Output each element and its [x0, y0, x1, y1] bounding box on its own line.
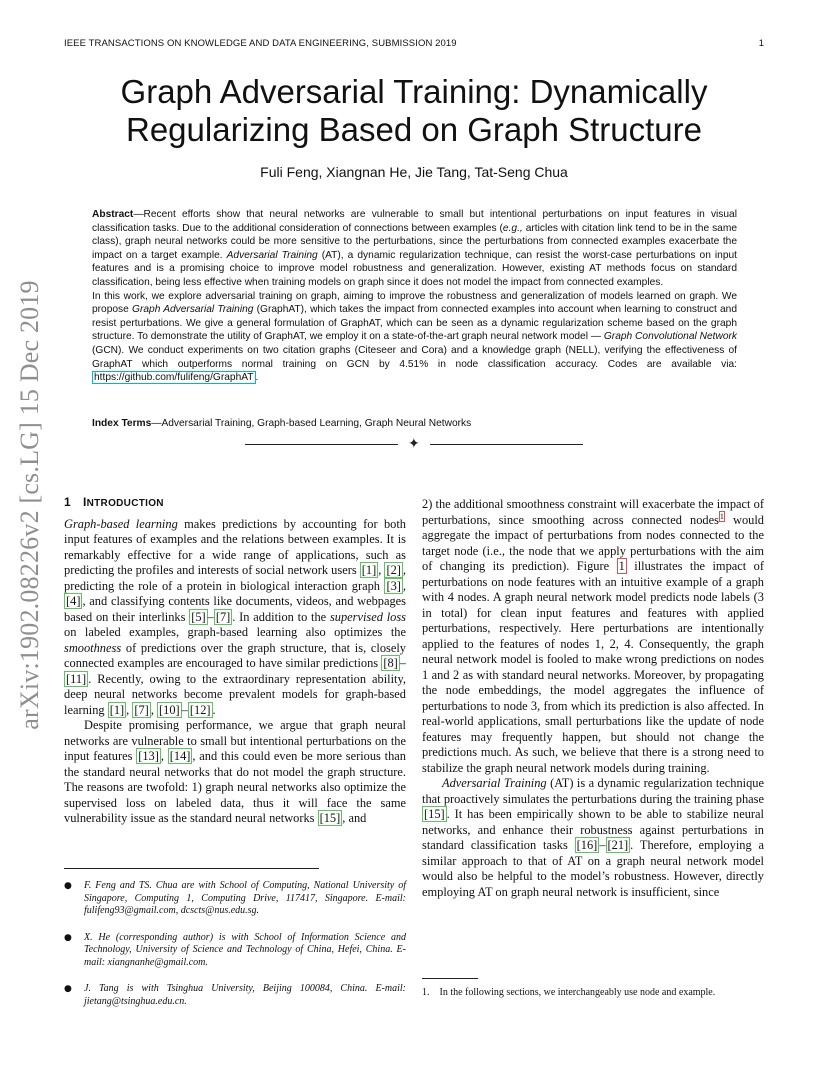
abstract-text: articles with citation link tend to be in the same class), graph neural networks could be more sensitive to the perturbations, since the perturbations from connected examples exacerbate the impact on a target example.	[92, 222, 737, 261]
body-text: , and classifying contents like documents, videos, and webpages based on their interlinks	[64, 594, 406, 624]
arxiv-stamp-container	[12, 255, 48, 755]
abstract-text: In this work, we explore adversarial training on graph, aiming to improve the robustness and generalization of models learned on graph. We propose	[92, 290, 737, 316]
code-link[interactable]: https://github.com/fulifeng/GraphAT	[94, 372, 254, 384]
emphasis-text: supervised loss	[329, 609, 406, 624]
intro-paragraph-4	[422, 776, 764, 900]
body-text: (AT) is a dynamic regularization technique that proactively simulates the perturbations during the training phase	[422, 776, 764, 806]
figure-ref-link[interactable]: 1	[618, 559, 625, 574]
left-column	[64, 495, 406, 827]
body-text: –	[181, 702, 188, 717]
abstract-term: Adversarial Training	[226, 249, 318, 261]
separator-line-left	[245, 444, 398, 445]
body-text: ,	[160, 749, 168, 763]
author-list: Fuli Feng, Xiangnan He, Jie Tang, Tat-Seng Chua	[260, 164, 568, 180]
body-text: , and this could even be more serious than the standard neural networks that do not model the graph structure. The reasons are twofold: 1) graph neural networks also optimize the supervised loss on labeled data, thus it will face the same vulnerability issue as the standard neural networks	[64, 749, 406, 825]
citation-link[interactable]: [11]	[66, 671, 87, 686]
body-text: ,	[126, 702, 133, 717]
paper-title	[64, 73, 764, 149]
abstract-term: Graph Convolutional Network	[603, 331, 737, 343]
section-number: 1	[64, 495, 71, 509]
bullet-icon: ●	[64, 984, 72, 994]
body-text: .	[212, 702, 216, 717]
footnote-text: J. Tang is with Tsinghua University, Beijing 100084, China. E-mail: jietang@tsinghua.edu.cn.	[84, 983, 406, 1007]
citation-link[interactable]: [15]	[319, 811, 341, 825]
body-text: –	[207, 609, 214, 624]
intro-paragraph-3	[422, 497, 764, 776]
body-text: makes predictions by accounting for both input features of examples and the relations between examples. It is remarkably effective for a wide range of applications, such as predicting the profiles and interests of social network users	[64, 516, 406, 577]
abstract-paragraph-1	[92, 208, 737, 290]
abstract	[92, 208, 737, 385]
abstract-text: .	[255, 372, 259, 384]
footnote-ref-link[interactable]: 1	[719, 511, 724, 521]
body-text: ,	[378, 563, 385, 577]
body-text: . Recently, owing to the extraordinary representation ability, deep neural networks become prevalent models for graph-based learning	[64, 671, 406, 717]
body-text: –	[599, 838, 606, 853]
citation-link[interactable]: [16]	[576, 838, 598, 853]
citation-link[interactable]: [2]	[386, 563, 401, 577]
citation-link[interactable]: [10]	[159, 702, 180, 717]
citation-link[interactable]: [7]	[215, 609, 231, 624]
citation-link[interactable]: [14]	[169, 749, 191, 763]
arxiv-stamp[interactable]: arXiv:1902.08226v2 [cs.LG] 15 Dec 2019	[15, 280, 44, 730]
author-footnote	[64, 932, 406, 970]
body-text: . In addition to the	[232, 609, 330, 624]
abstract-text: —Recent efforts show that neural networks are vulnerable to small but intentional perturbations on input features in visual classification tasks. Due to the additional consideration of connections between examples (	[92, 209, 737, 234]
index-terms-text: —Adversarial Training, Graph-based Learning, Graph Neural Networks	[151, 418, 472, 429]
author-footnotes	[64, 880, 406, 1022]
emphasis-text: smoothness	[64, 640, 122, 655]
citation-link[interactable]: [12]	[189, 702, 211, 717]
abstract-text: (GCN). We conduct experiments on two citation graphs (Citeseer and Cora) and a knowledge graph (NELL), verifying the effectiveness of GraphAT which outperforms normal training on GCN by 4.51% in node classification accuracy. Codes are available via:	[92, 344, 737, 370]
citation-link[interactable]: [15]	[424, 807, 445, 822]
index-terms-label: Index Terms	[92, 418, 152, 429]
author-footnote	[64, 880, 406, 918]
body-text: 2) the additional smoothness constraint will exacerbate the impact of perturbations, since smoothing across connected nodes	[422, 497, 764, 527]
citation-link[interactable]: [3]	[386, 578, 401, 593]
citation-link[interactable]: [1]	[361, 563, 377, 577]
citation-link[interactable]: [8]	[383, 656, 398, 670]
body-text: –	[399, 656, 406, 670]
section-title-rest: NTRODUCTION	[86, 498, 164, 509]
bullet-icon: ●	[64, 881, 72, 891]
citation-link[interactable]: [7]	[134, 702, 149, 717]
body-text: Despite promising performance, we argue that graph neural networks are vulnerable to small but intentional perturbations on the input features	[64, 718, 406, 763]
footnote-text: X. He (corresponding author) is with School of Information Science and Technology, University of Science and Technology of China, Hefei, China. E-mail: xiangnanhe@gmail.com.	[84, 931, 406, 968]
separator-diamond-icon: ✦	[408, 436, 420, 452]
abstract-text: (AT), a dynamic regularization technique, can resist the worst-case perturbations on input features and is a promising choice to improve model robustness and generalization. However, existing AT methods focus on standard classification, being less effective when training models on graph since it does not model the impact from connected examples.	[92, 249, 737, 288]
footnote-text: F. Feng and TS. Chua are with School of Computing, National University of Singapore, Computing 1, Computing Drive, 117417, Singapore. E-mail: fulifeng93@gmail.com, dcscts@nus.edu.sg.	[84, 880, 406, 916]
citation-link[interactable]: [4]	[66, 594, 81, 608]
body-text: , and	[342, 811, 367, 825]
body-text: would aggregate the impact of perturbations from nodes connected to the target node (i.e., the node that we apply perturbations with the aim of changing its prediction). Figure	[422, 512, 764, 574]
body-text: on labeled examples, graph-based learning also optimizes the	[64, 625, 406, 639]
citation-link[interactable]: [21]	[607, 838, 629, 853]
page-number: 1	[758, 38, 764, 49]
intro-paragraph-1	[64, 517, 406, 719]
body-text: , predicting the role of a protein in biological interaction graph	[64, 563, 406, 593]
author-footnote	[64, 983, 406, 1008]
title-line-2: Regularizing Based on Graph Structure	[126, 111, 702, 148]
section-title-initial: I	[82, 495, 87, 509]
citation-link[interactable]: [13]	[138, 749, 159, 763]
right-column	[422, 497, 764, 900]
section-heading-introduction	[64, 495, 406, 512]
abstract-label: Abstract	[92, 209, 134, 220]
emphasis-text: Graph-based learning	[64, 516, 178, 531]
body-text: illustrates the impact of perturbations on node features with an intuitive example of a graph with 4 nodes. A graph neural network model predicts node labels (3 in total) for clean input features and features with applied perturbations, respectively. Here perturbations are intentionally applied to the features of nodes 1, 2, 4. Consequently, the graph neural network model is fooled to make wrong predictions on nodes 1 and 2 as with standard neural networks. Moreover, by propagating the node embeddings, the model aggregates the influence of perturbations to node 3, from which its prediction is also affected. In real-world applications, small perturbations like the update of node features may frequently happen, but should not change the predictions much. As such, we believe that there is a strong need to stabilize the graph neural network models during training.	[422, 559, 764, 775]
separator-line-right	[430, 444, 583, 445]
citation-link[interactable]: [1]	[109, 702, 125, 717]
body-text: ,	[150, 702, 158, 717]
body-text: ,	[402, 578, 406, 593]
footnote-1	[422, 987, 764, 1000]
body-text: . Therefore, employing a similar approach to that of AT on a graph neural network model would also be helpful to the model’s robustness. However, directly employing AT on graph neural network is insufficient, since	[422, 838, 764, 899]
abstract-text: e.g.,	[502, 222, 523, 234]
title-line-1: Graph Adversarial Training: Dynamically	[120, 73, 708, 110]
abstract-paragraph-2	[92, 290, 737, 385]
abstract-text: (GraphAT), which takes the impact from connected examples into account when learning to construct and resist perturbations. We give a general formulation of GraphAT, which can be seen as a dynamic regularization scheme based on the graph structure. To demonstrate the utility of GraphAT, we employ it on a state-of-the-art graph neural network model —	[92, 304, 738, 343]
citation-link[interactable]: [5]	[191, 609, 206, 624]
footnote-rule	[422, 978, 478, 979]
emphasis-text: Adversarial Training	[442, 776, 547, 791]
footnote-number: 1.	[422, 987, 430, 998]
body-text: of predictions over the graph structure, that is, closely connected examples are encouraged to have similar predictions	[64, 640, 406, 670]
footnote-text: In the following sections, we interchangeably use node and example.	[439, 987, 716, 998]
footnote-rule	[64, 868, 319, 869]
abstract-term: Graph Adversarial Training	[132, 304, 254, 316]
body-text: . It has been empirically shown to be able to stabilize neural networks, and enhance their robustness against perturbations in standard classification tasks	[422, 807, 764, 853]
intro-paragraph-2	[64, 718, 406, 827]
bullet-icon: ●	[64, 932, 72, 943]
running-header: IEEE TRANSACTIONS ON KNOWLEDGE AND DATA ENGINEERING, SUBMISSION 2019	[64, 38, 457, 49]
index-terms	[92, 418, 737, 429]
